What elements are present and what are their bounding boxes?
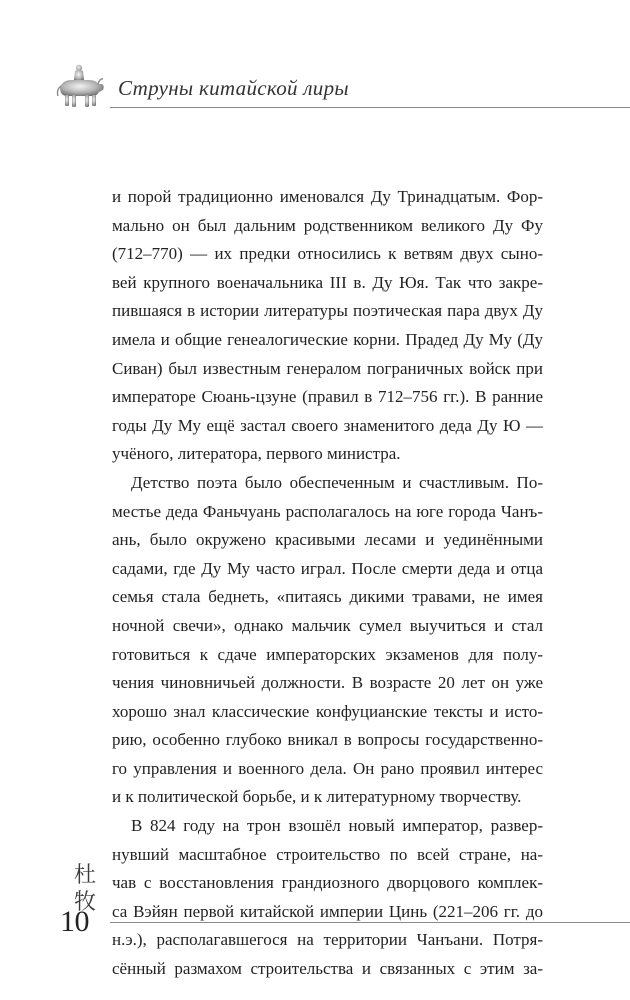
text-line: готовиться к сдаче императорских экзаменов для полу-: [112, 644, 543, 664]
page-number: 10: [60, 905, 89, 938]
text-line: местье деда Фаньчуань располагалось на юге города Чанъ-: [112, 501, 543, 521]
text-line: пившаяся в истории литературы поэтическая пара двух Ду: [112, 301, 543, 321]
text-line: В 824 году на трон взошёл новый император, развер-: [131, 816, 543, 836]
text-line: (712–770) — их предки относились к ветвям двух сыно-: [112, 244, 543, 264]
text-line: учёного, литератора, первого министра.: [112, 444, 401, 464]
author-glyph: 杜: [73, 863, 96, 888]
text-line: императоре Сюань-цзуне (правил в 712–756 гг.). В ранние: [112, 387, 543, 407]
bull-figurine-icon: [52, 62, 106, 112]
text-line: и к политической борьбе, и к литературному творчеству.: [112, 787, 522, 807]
text-line: садами, где Ду Му часто играл. После смерти деда и отца: [112, 558, 543, 578]
text-line: имела и общие генеалогические корни. Прадед Ду Му (Ду: [112, 329, 543, 349]
body-text: [112, 183, 543, 984]
text-line: чения чиновничьей должности. В возрасте 20 лет он уже: [112, 673, 543, 693]
text-line: н.э.), располагавшегося на территории Чанъани. Потря-: [112, 930, 543, 950]
header-divider: [110, 107, 630, 108]
text-line: го управления и военного дела. Он рано проявил интерес: [112, 758, 543, 778]
text-line: чав с восстановления грандиозного дворцового комплек-: [112, 873, 543, 893]
text-line: мально он был дальним родственником великого Ду Фу: [112, 215, 543, 235]
text-line: ань, было окружено красивыми лесами и уединёнными: [112, 530, 543, 550]
text-line: вей крупного военачальника III в. Ду Юя. Так что закре-: [112, 272, 543, 292]
text-line: семья стала беднеть, «питаясь дикими травами, не имея: [112, 587, 543, 607]
text-line: Сиван) был известным генералом пограничных войск при: [112, 358, 543, 378]
text-line: са Вэйян первой китайской империи Цинь (221–206 гг. до: [112, 901, 543, 921]
running-header-title: Струны китайской лиры: [118, 76, 349, 100]
footer-divider: [110, 922, 630, 923]
text-line: сённый размахом строительства и связанных с этим за-: [112, 959, 543, 979]
text-line: и порой традиционно именовался Ду Тринадцатым. Фор-: [112, 187, 543, 206]
text-line: рию, особенно глубоко вникал в вопросы государственно-: [112, 730, 543, 750]
text-line: ночной свечи», однако мальчик сумел выучиться и стал: [112, 615, 543, 635]
text-line: годы Ду Му ещё застал своего знаменитого деда Ду Ю —: [112, 415, 543, 435]
text-line: нувший масштабное строительство по всей стране, на-: [112, 844, 543, 864]
text-line: Детство поэта было обеспеченным и счастливым. По-: [131, 472, 543, 492]
author-glyph: 牧: [73, 890, 96, 915]
text-line: хорошо знал классические конфуцианские тексты и исто-: [112, 701, 543, 721]
